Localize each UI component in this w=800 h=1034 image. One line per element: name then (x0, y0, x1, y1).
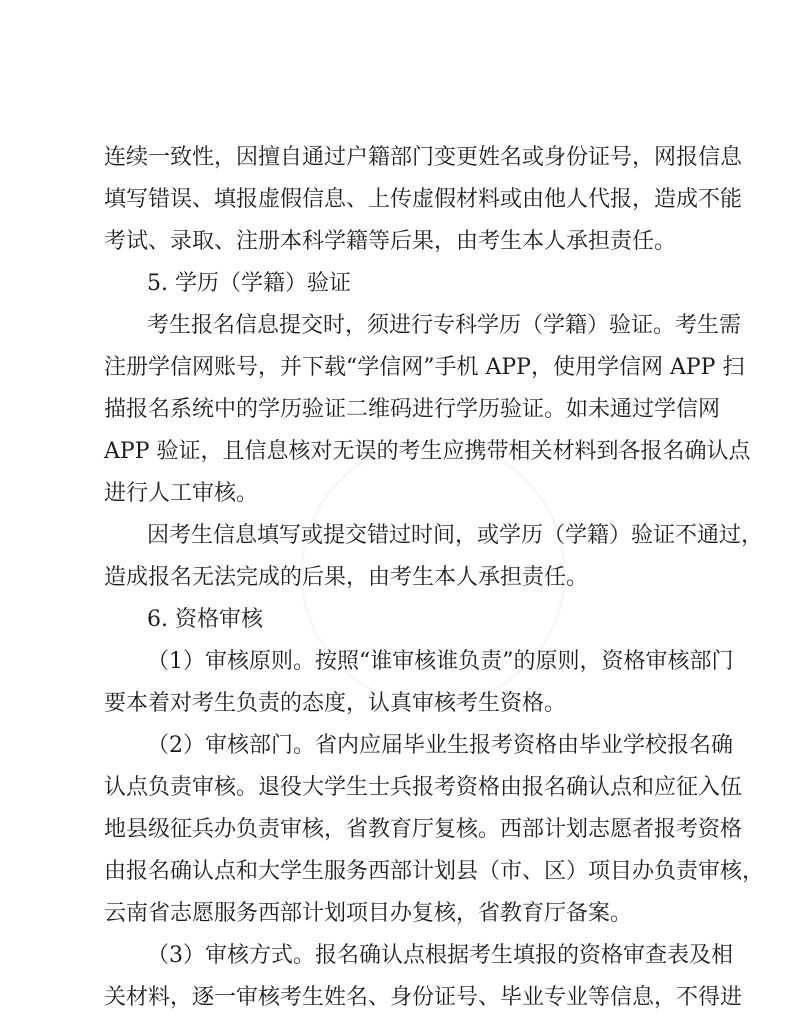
text-line: 考生报名信息提交时，须进行专科学历（学籍）验证。考生需 (147, 313, 742, 338)
text-line: （1）审核原则。按照“谁审核谁负责”的原则，资格审核部门 (147, 649, 734, 674)
text-line: 关材料，逐一审核考生姓名、身份证号、毕业专业等信息，不得进 (104, 985, 743, 1010)
text-line: 描报名系统中的学历验证二维码进行学历验证。如未通过学信网 (104, 397, 721, 422)
text-line: 由报名确认点和大学生服务西部计划县（市、区）项目办负责审核， (104, 859, 765, 884)
section-heading: 6. 资格审核 (147, 607, 263, 632)
text-line: 地县级征兵办负责审核，省教育厅复核。西部计划志愿者报考资格 (104, 817, 743, 842)
text-line: 造成报名无法完成的后果，由考生本人承担责任。 (104, 565, 589, 590)
text-line: 考试、录取、注册本科学籍等后果，由考生本人承担责任。 (104, 229, 677, 254)
text-line: 云南省志愿服务西部计划项目办复核，省教育厅备案。 (104, 901, 633, 926)
text-line: （2）审核部门。省内应届毕业生报考资格由毕业学校报名确 (147, 733, 733, 758)
text-line: 认点负责审核。退役大学生士兵报考资格由报名确认点和应征入伍 (104, 775, 743, 800)
text-line: 要本着对考生负责的态度，认真审核考生资格。 (104, 691, 567, 716)
text-line: 注册学信网账号，并下载“学信网”手机 APP，使用学信网 APP 扫 (104, 355, 745, 380)
text-line: 进行人工审核。 (104, 481, 259, 506)
text-line: 填写错误、填报虚假信息、上传虚假材料或由他人代报，造成不能 (104, 187, 743, 212)
text-line: 因考生信息填写或提交错过时间，或学历（学籍）验证不通过， (147, 523, 764, 548)
text-line: APP 验证，且信息核对无误的考生应携带相关材料到各报名确认点 (104, 439, 751, 464)
section-heading: 5. 学历（学籍）验证 (147, 271, 351, 296)
text-line: 连续一致性，因擅自通过户籍部门变更姓名或身份证号，网报信息 (104, 145, 743, 170)
text-line: （3）审核方式。报名确认点根据考生填报的资格审查表及相 (147, 943, 733, 968)
